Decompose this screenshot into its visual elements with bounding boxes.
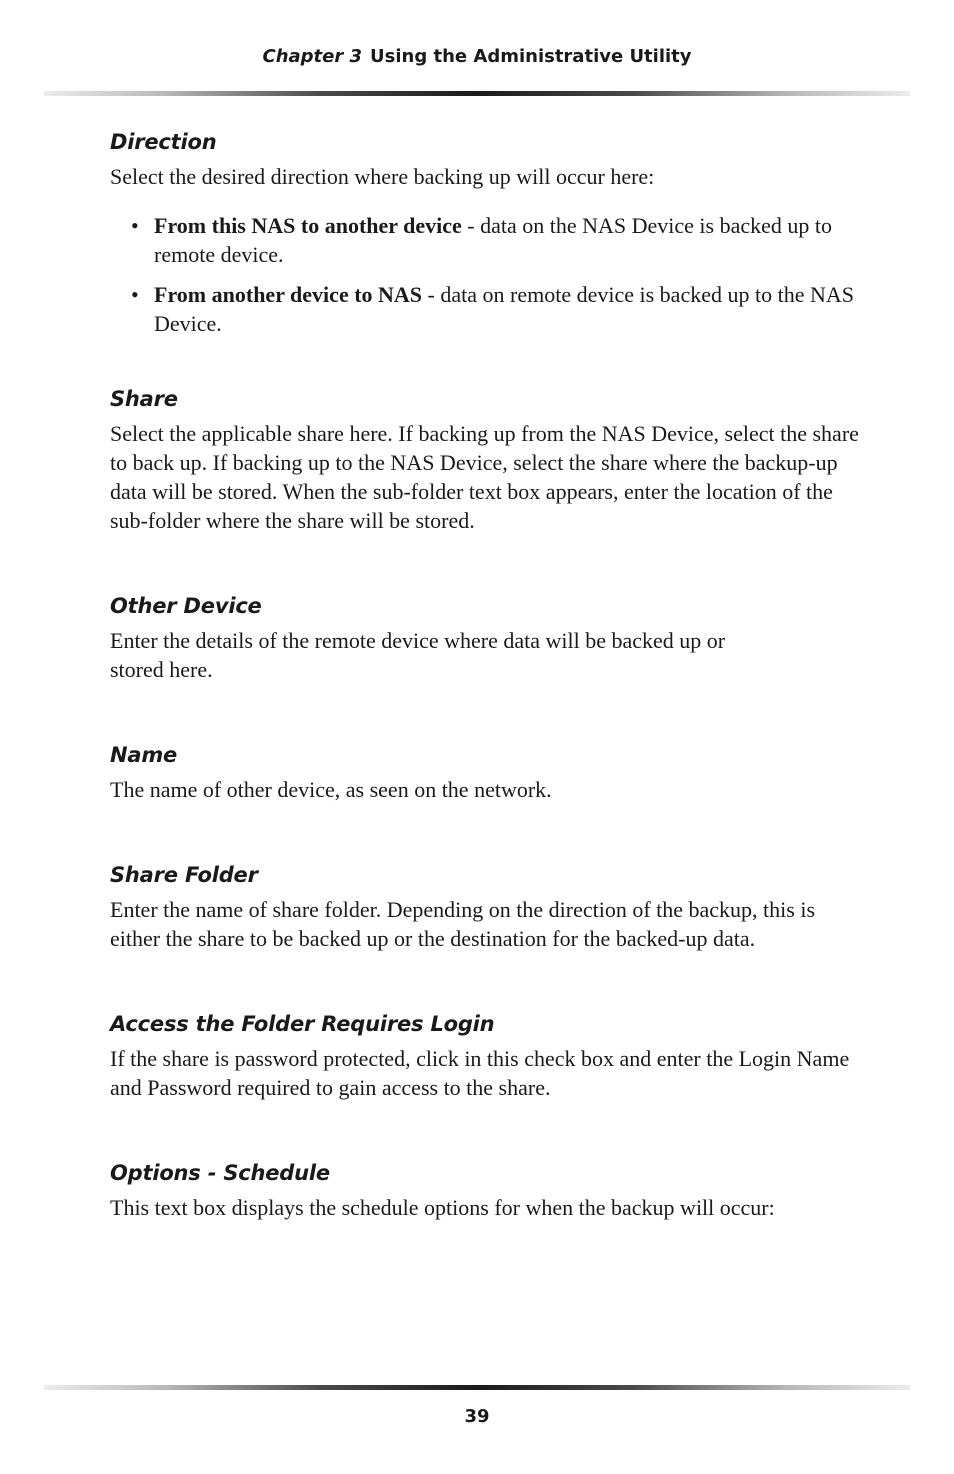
section-heading: Direction <box>110 130 217 154</box>
bullet-icon: • <box>131 282 139 307</box>
footer-rule <box>44 1385 910 1390</box>
section-share <box>110 384 870 535</box>
section-body: Enter the details of the remote device where data will be backed up or stored here. <box>110 628 726 682</box>
section-body: Enter the name of share folder. Depending on the direction of the backup, this is either the share to be backed up or the destination for the backed-up data. <box>110 897 816 951</box>
option-term: From another device to NAS <box>154 282 423 307</box>
section-heading: Options - Schedule <box>110 1161 330 1185</box>
chapter-label: Chapter 3 <box>262 46 363 67</box>
section-share-folder <box>110 860 870 953</box>
section-schedule <box>110 1158 870 1222</box>
option-description: - data on the NAS Device is backed up to remote device. <box>154 213 833 267</box>
section-direction <box>110 127 870 338</box>
section-heading: Share Folder <box>110 863 258 887</box>
section-body: Select the applicable share here. If backing up from the NAS Device, select the share to back up. If backing up to the NAS Device, select the share where the backup-up data will be stored. When the sub-folder text box appears, enter the location of the sub-folder where the share will be stored. <box>110 421 859 533</box>
option-description: - data on remote device is backed up to the NAS Device. <box>154 282 854 336</box>
section-other-device <box>110 591 870 684</box>
chapter-title: Using the Administrative Utility <box>370 46 692 67</box>
section-login <box>110 1009 870 1102</box>
section-body: This text box displays the schedule options for when the backup will occur: <box>110 1195 775 1220</box>
section-body: If the share is password protected, click in this check box and enter the Login Name and Password required to gain access to the share. <box>110 1046 850 1100</box>
section-heading: Share <box>110 387 178 411</box>
section-heading: Name <box>110 743 178 767</box>
bullet-icon: • <box>131 213 139 238</box>
page-content <box>110 127 870 1222</box>
section-intro: Select the desired direction where backing up will occur here: <box>110 164 655 189</box>
list-item <box>110 211 870 269</box>
running-header <box>0 46 954 67</box>
section-body: The name of other device, as seen on the network. <box>110 777 552 802</box>
section-heading: Access the Folder Requires Login <box>110 1012 495 1036</box>
section-name <box>110 740 870 804</box>
list-item <box>110 280 870 338</box>
page-number: 39 <box>464 1406 490 1427</box>
direction-options-list <box>110 211 870 338</box>
header-rule <box>44 91 910 96</box>
option-term: From this NAS to another device <box>154 213 462 238</box>
section-heading: Other Device <box>110 594 262 618</box>
